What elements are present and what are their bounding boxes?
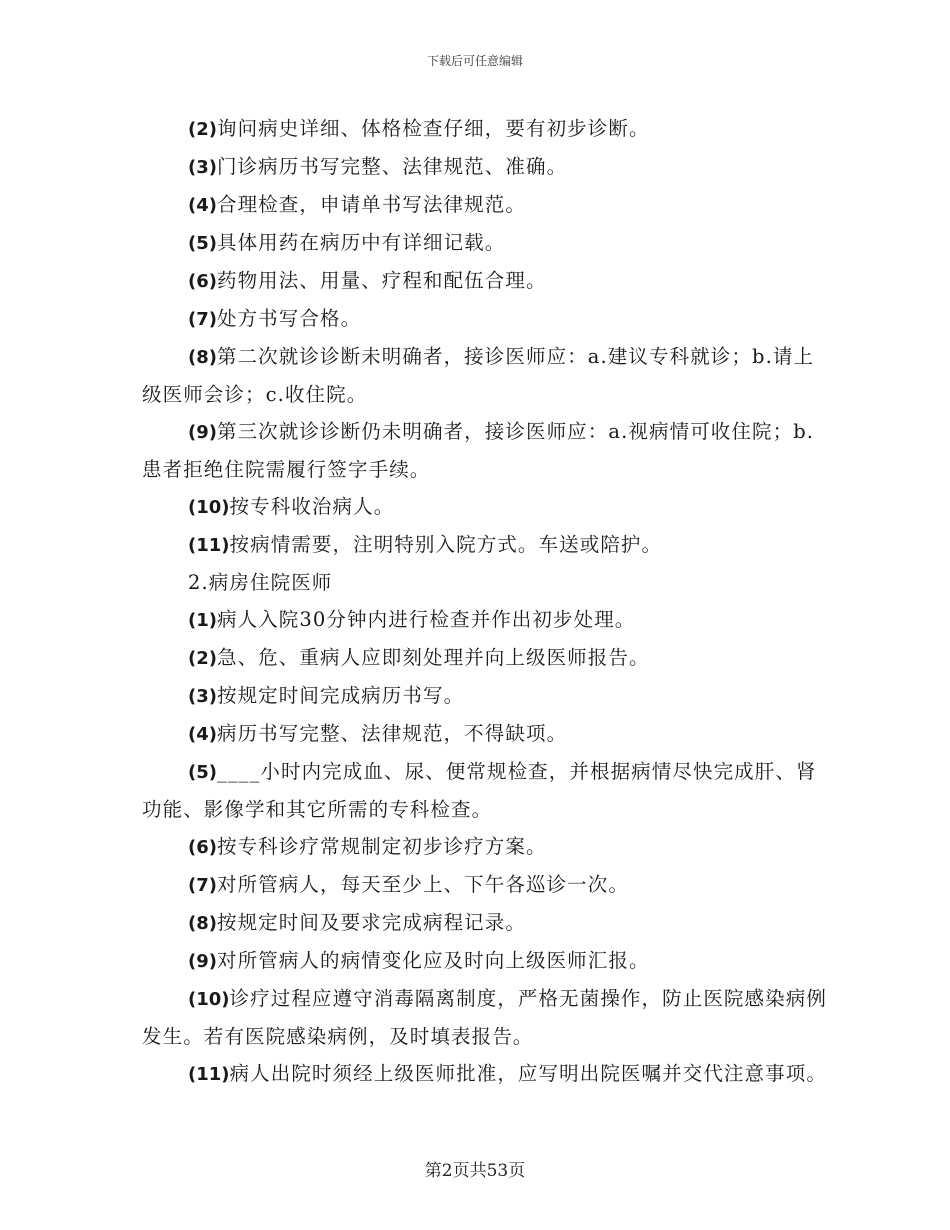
- item-number: (6): [188, 271, 217, 292]
- item-text: 询问病史详细、体格检查仔细，要有初步诊断。: [216, 117, 650, 140]
- list-item: [142, 110, 832, 148]
- item-text: 合理检查，申请单书写法律规范。: [216, 193, 526, 216]
- item-text: 诊疗过程应遵守消毒隔离制度，严格无菌操作，防止医院感染病例发生。若有医院感染病例，及时填表报告。: [142, 987, 827, 1048]
- list-item: [142, 526, 832, 564]
- document-body: [142, 110, 832, 1093]
- item-text: 第二次就诊诊断未明确者，接诊医师应：a.建议专科就诊；b.请上级医师会诊；c.收住院。: [142, 345, 815, 406]
- item-number: (10): [188, 497, 230, 518]
- item-number: (7): [188, 875, 217, 896]
- item-number: (4): [188, 724, 217, 745]
- item-text: 具体用药在病历中有详细记载。: [216, 231, 506, 254]
- item-text: 病人出院时须经上级医师批准，应写明出院医嘱并交代注意事项。: [229, 1062, 827, 1085]
- item-number: (2): [188, 119, 217, 140]
- item-text: 对所管病人，每天至少上、下午各巡诊一次。: [216, 873, 629, 896]
- list-item: [142, 639, 832, 677]
- page-footer: 第2页共53页: [424, 1161, 526, 1181]
- item-text: 对所管病人的病情变化应及时向上级医师汇报。: [216, 949, 650, 972]
- item-number: (4): [188, 195, 217, 216]
- list-item: [142, 715, 832, 753]
- list-item: [142, 866, 832, 904]
- list-item: [142, 1055, 832, 1093]
- list-item: [142, 677, 832, 715]
- list-item: [142, 300, 832, 338]
- item-number: (11): [188, 1064, 230, 1085]
- list-item: [142, 338, 832, 413]
- page-header: 下载后可任意编辑: [426, 54, 523, 68]
- item-text: ____小时内完成血、尿、便常规检查，并根据病情尽快完成肝、肾功能、影像学和其它所需的专科检查。: [142, 760, 817, 821]
- list-item: [142, 186, 832, 224]
- item-text: 按病情需要，注明特别入院方式。车送或陪护。: [229, 533, 663, 556]
- item-text: 第三次就诊诊断仍未明确者，接诊医师应：a.视病情可收住院；b.患者拒绝住院需履行签字手续。: [142, 420, 815, 481]
- item-text: 按专科诊疗常规制定初步诊疗方案。: [216, 835, 547, 858]
- item-number: (2): [188, 648, 217, 669]
- list-item: [142, 942, 832, 980]
- item-number: (1): [188, 610, 217, 631]
- list-item: [142, 753, 832, 828]
- list-item: [142, 224, 832, 262]
- item-text: 药物用法、用量、疗程和配伍合理。: [216, 269, 547, 292]
- list-item: [142, 488, 832, 526]
- item-text: 急、危、重病人应即刻处理并向上级医师报告。: [216, 646, 650, 669]
- item-number: (10): [188, 989, 230, 1010]
- item-text: 按专科收治病人。: [229, 495, 395, 518]
- item-number: (8): [188, 347, 217, 368]
- section-heading-text: 2.病房住院医师: [188, 571, 333, 594]
- item-number: (6): [188, 837, 217, 858]
- list-item: [142, 262, 832, 300]
- list-item: [142, 980, 832, 1055]
- list-item: [142, 904, 832, 942]
- item-text: 病人入院30分钟内进行检查并作出初步处理。: [216, 608, 636, 631]
- list-item: [142, 148, 832, 186]
- list-item: [142, 828, 832, 866]
- item-text: 按规定时间及要求完成病程记录。: [216, 911, 526, 934]
- item-number: (7): [188, 309, 217, 330]
- item-number: (9): [188, 422, 217, 443]
- item-number: (5): [188, 762, 217, 783]
- item-number: (3): [188, 157, 217, 178]
- item-text: 门诊病历书写完整、法律规范、准确。: [216, 155, 568, 178]
- item-number: (11): [188, 535, 230, 556]
- list-item: [142, 413, 832, 488]
- item-text: 按规定时间完成病历书写。: [216, 684, 465, 707]
- item-text: 病历书写完整、法律规范，不得缺项。: [216, 722, 568, 745]
- item-number: (5): [188, 233, 217, 254]
- item-number: (9): [188, 951, 217, 972]
- list-item: [142, 601, 832, 639]
- item-number: (3): [188, 686, 217, 707]
- item-number: (8): [188, 913, 217, 934]
- section-heading: [142, 564, 832, 601]
- item-text: 处方书写合格。: [216, 307, 362, 330]
